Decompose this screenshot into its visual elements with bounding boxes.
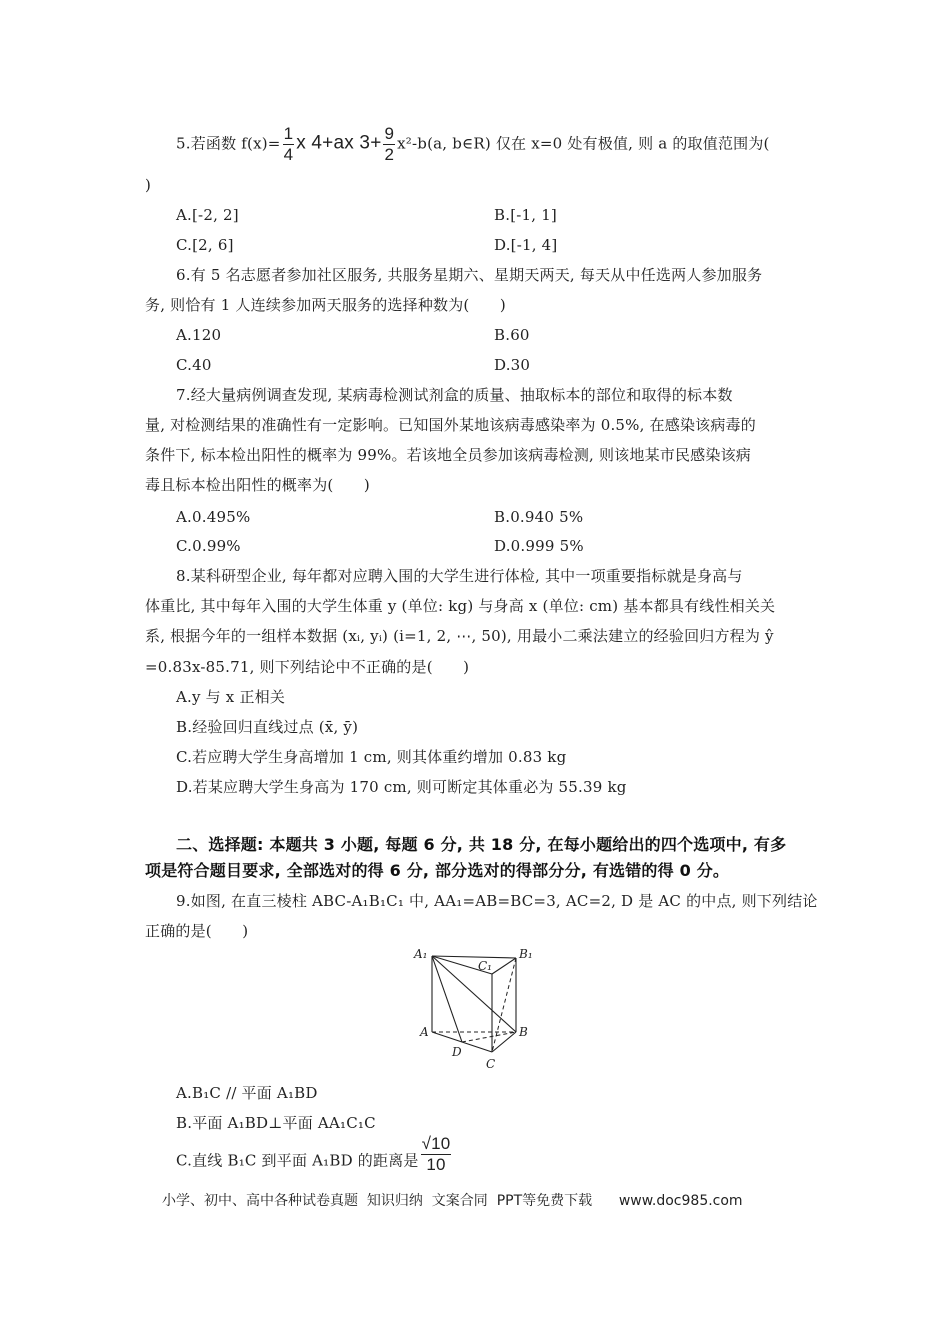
q7-stem-line4: 毒且标本检出阳性的概率为( ) [145, 476, 370, 494]
q9-stem-line1: 9.如图, 在直三棱柱 ABC-A₁B₁C₁ 中, AA₁=AB=BC=3, AC=2, D 是 AC 的中点, 则下列结论 [176, 892, 818, 910]
q5-stem [176, 124, 770, 165]
q9-stem-line2: 正确的是( ) [145, 922, 249, 940]
label-b: B [519, 1025, 528, 1039]
prism-diagram [412, 944, 540, 1074]
q5-close-paren: ) [145, 176, 152, 194]
q8-option-a: A.y 与 x 正相关 [176, 688, 286, 706]
q5-fraction-9-2: $\frac{9}{2}$ [384, 124, 395, 164]
q7-stem-line3: 条件下, 标本检出阳性的概率为 99%。若该地全员参加该病毒检测, 则该地某市民感染该病 [145, 446, 751, 464]
q9-option-b: B.平面 A₁BD⊥平面 AA₁C₁C [176, 1114, 376, 1132]
q7-stem-line1: 7.经大量病例调查发现, 某病毒检测试剂盒的质量、抽取标本的部位和取得的标本数 [176, 386, 733, 404]
prism-figure [412, 944, 540, 1074]
label-d: D [452, 1045, 462, 1059]
q5-option-a: A.[-2, 2] [176, 206, 239, 224]
q5-option-c: C.[2, 6] [176, 236, 234, 254]
section2-heading-line2: 项是符合题目要求, 全部选对的得 6 分, 部分选对的得部分分, 有选错的得 0 分。 [145, 861, 730, 880]
q6-option-d: D.30 [494, 356, 531, 374]
label-a: A [420, 1025, 429, 1039]
q9-option-a: A.B₁C // 平面 A₁BD [176, 1084, 318, 1102]
q8-option-c: C.若应聘大学生身高增加 1 cm, 则其体重约增加 0.83 kg [176, 748, 567, 766]
q6-stem-line2: 务, 则恰有 1 人连续参加两天服务的选择种数为( ) [145, 296, 506, 314]
label-a1: A₁ [414, 947, 428, 961]
q5-stem-post: x²-b(a, b∈R) 仅在 x=0 处有极值, 则 a 的取值范围为( [397, 134, 770, 153]
section2-heading-line1: 二、选择题: 本题共 3 小题, 每题 6 分, 共 18 分, 在每小题给出的四个选项中, 有多 [176, 835, 787, 854]
q5-option-d: D.[-1, 4] [494, 236, 558, 254]
q8-stem-line4: =0.83x-85.71, 则下列结论中不正确的是( ) [145, 658, 470, 676]
q7-stem-line2: 量, 对检测结果的准确性有一定影响。已知国外某地该病毒感染率为 0.5%, 在感染该病毒的 [145, 416, 756, 434]
q5-stem-mid: x 4+ax 3+ [296, 132, 382, 154]
q6-option-c: C.40 [176, 356, 212, 374]
q8-stem-line2: 体重比, 其中每年入围的大学生体重 y (单位: kg) 与身高 x (单位: cm) 基本都具有线性相关关 [145, 597, 776, 615]
q8-option-d: D.若某应聘大学生身高为 170 cm, 则可断定其体重必为 55.39 kg [176, 778, 627, 796]
label-b1: B₁ [519, 947, 533, 961]
q8-stem-line3: 系, 根据今年的一组样本数据 (xᵢ, yᵢ) (i=1, 2, ⋯, 50), 用最小二乘法建立的经验回归方程为 ŷ [145, 627, 774, 645]
q7-option-a: A.0.495% [176, 508, 251, 526]
q6-stem-line1: 6.有 5 名志愿者参加社区服务, 共服务星期六、星期天两天, 每天从中任选两人参加服务 [176, 266, 763, 284]
q9-option-c-text: C.直线 B₁C 到平面 A₁BD 的距离是 [176, 1151, 419, 1170]
label-c1: C₁ [478, 959, 492, 973]
q5-stem-pre: 5.若函数 f(x)= [176, 134, 281, 153]
q8-option-b: B.经验回归直线过点 (x̄, ȳ) [176, 718, 359, 736]
q9-option-c [176, 1134, 453, 1175]
q8-stem-line1: 8.某科研型企业, 每年都对应聘入围的大学生进行体检, 其中一项重要指标就是身高与 [176, 567, 743, 585]
q6-option-b: B.60 [494, 326, 530, 344]
page-footer: 小学、初中、高中各种试卷真题 知识归纳 文案合同 PPT等免费下载 www.doc985.com [162, 1193, 743, 1209]
label-c: C [486, 1057, 496, 1071]
q5-fraction-1-4: $\frac{1}{4}$ [283, 124, 294, 164]
q7-option-d: D.0.999 5% [494, 537, 584, 555]
q6-option-a: A.120 [176, 326, 222, 344]
q7-option-c: C.0.99% [176, 537, 241, 555]
q5-option-b: B.[-1, 1] [494, 206, 557, 224]
q7-option-b: B.0.940 5% [494, 508, 584, 526]
q9-option-c-fraction: $\frac{√10}{10}$ [421, 1134, 451, 1174]
